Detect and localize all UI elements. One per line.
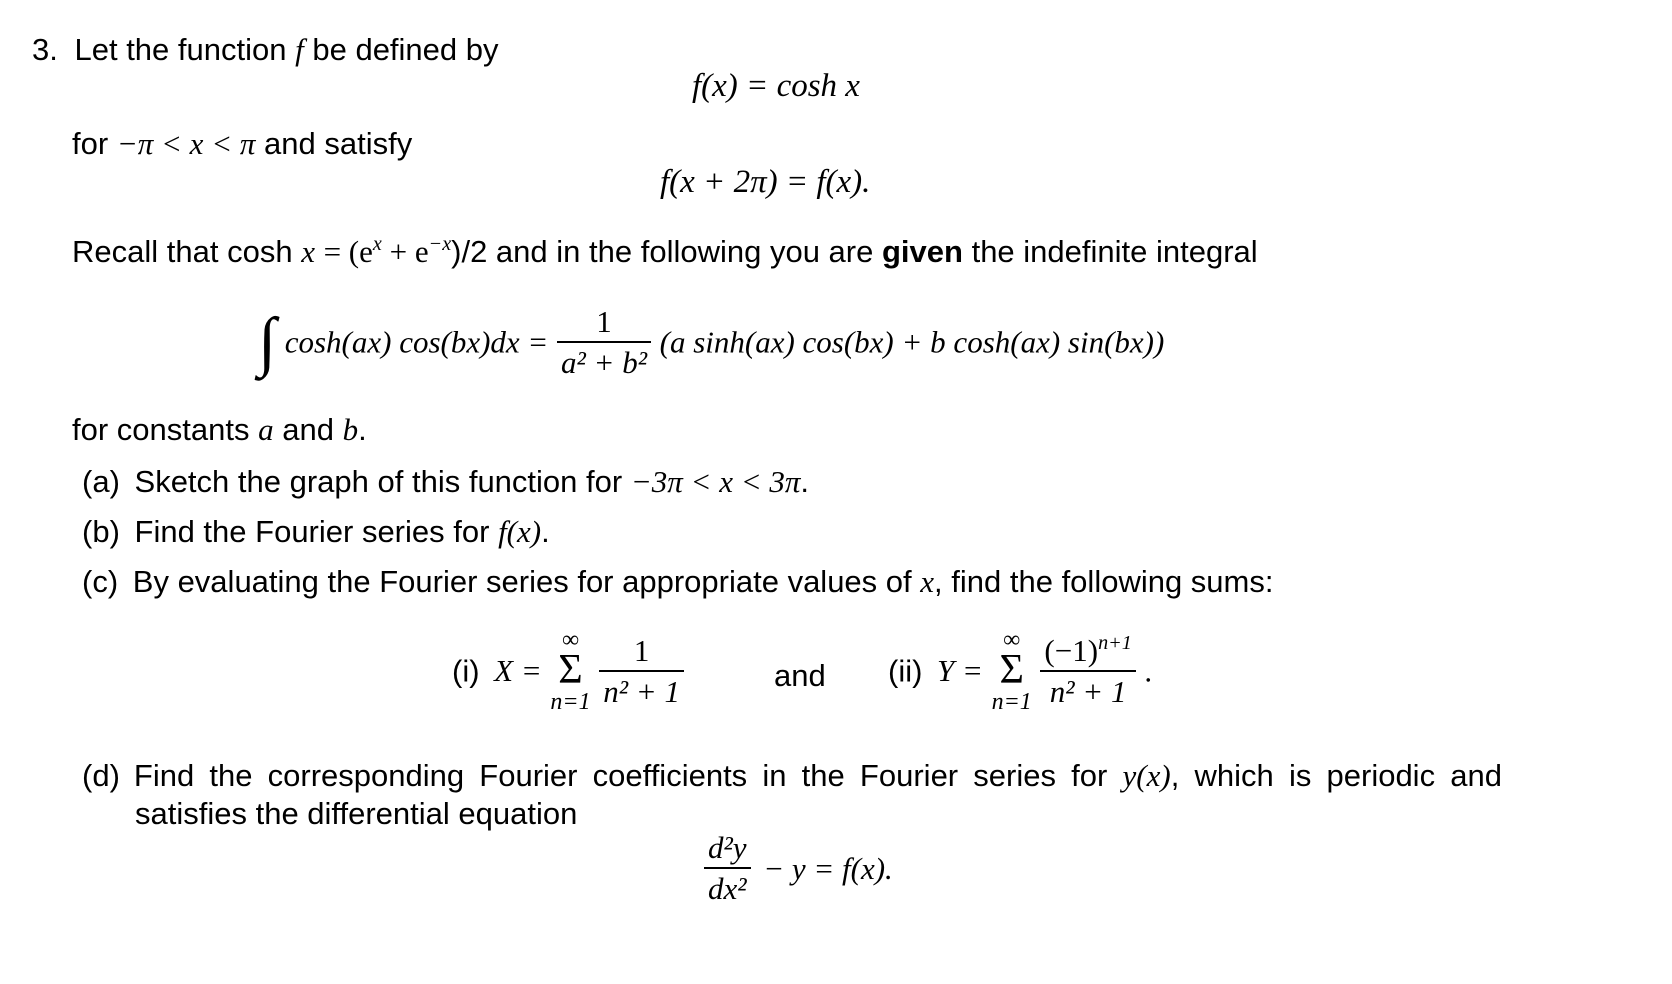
part-d-line1 (82, 760, 1502, 791)
domain-expression: −π < x < π (116, 126, 256, 161)
de-rhs: − y = f(x). (763, 850, 893, 886)
constant-a: a (258, 412, 274, 447)
problem-intro-line (32, 34, 499, 65)
de-fraction (704, 832, 751, 904)
part-b-text: Find the Fourier series for (134, 514, 490, 549)
sum-i (452, 628, 684, 728)
sum-ii (888, 628, 1152, 728)
part-c-text: By evaluating the Fourier series for appropriate values of (132, 564, 912, 599)
part-b-math: f(x) (498, 514, 542, 549)
part-d-y: y(x) (1122, 758, 1171, 793)
sum-ii-numerator (1040, 631, 1135, 670)
integral-numerator: 1 (596, 304, 612, 339)
de-numerator: d²y (708, 830, 747, 865)
integral-fraction (557, 306, 651, 378)
domain-line (72, 128, 412, 159)
part-c-end: , find the following sums: (934, 564, 1274, 599)
integral-equation (258, 306, 1164, 386)
sum-i-sigma (550, 628, 590, 714)
part-c-label: (c) (82, 564, 119, 599)
integral-rhs: (a sinh(ax) cos(bx) + b cosh(ax) sin(bx)) (659, 324, 1165, 360)
part-a-end: . (800, 464, 810, 499)
sum-ii-upper: ∞ (1003, 627, 1021, 653)
sum-i-fraction (599, 632, 684, 709)
recall-mid: + e (381, 234, 429, 269)
integral-denominator: a² + b² (557, 341, 651, 378)
sum-i-sigma-symbol: Σ (558, 647, 583, 693)
constant-b: b (342, 412, 359, 447)
equation-definition: f(x) = cosh x (692, 68, 860, 104)
recall-pre: Recall that cosh (72, 234, 293, 269)
sum-ii-lower: n=1 (991, 688, 1032, 715)
sum-ii-sigma-symbol: Σ (999, 647, 1024, 693)
problem-number: 3. (32, 32, 58, 67)
recall-post: )/2 and in the following you are (451, 234, 874, 269)
domain-end: and satisfy (264, 126, 413, 161)
differential-equation (704, 832, 893, 916)
sum-ii-lhs: Y = (937, 653, 983, 689)
constants-line (72, 414, 367, 445)
constants-and: and (282, 412, 334, 447)
sum-ii-end: . (1144, 653, 1153, 689)
constants-pre: for constants (72, 412, 250, 447)
part-d-label: (d) (82, 758, 120, 793)
sum-ii-sigma (992, 628, 1032, 714)
domain-for: for (72, 126, 109, 161)
part-a-label: (a) (82, 464, 120, 499)
sum-i-numerator: 1 (633, 632, 650, 668)
recall-sup-negx: −x (428, 232, 452, 255)
sum-i-lower: n=1 (550, 688, 591, 715)
sum-ii-numerator-exponent: n+1 (1098, 631, 1132, 654)
sum-i-denominator: n² + 1 (599, 670, 684, 707)
sum-ii-denominator: n² + 1 (1040, 670, 1135, 707)
part-b-label: (b) (82, 514, 120, 549)
sum-i-label: (i) (452, 653, 480, 689)
recall-eq: = (e (323, 234, 373, 269)
recall-bold-given: given (881, 234, 963, 269)
part-b-end: . (541, 514, 550, 549)
intro-text: Let the function (74, 32, 287, 67)
recall-end: the indefinite integral (971, 234, 1258, 269)
equation-periodicity: f(x + 2π) = f(x). (660, 164, 871, 200)
part-c (82, 566, 1274, 597)
sum-i-upper: ∞ (561, 627, 580, 653)
part-c-x: x (920, 564, 935, 599)
recall-line (72, 232, 1258, 269)
recall-x: x (301, 234, 315, 269)
sum-i-lhs: X = (494, 653, 542, 689)
part-a-math: −3π < x < 3π (630, 464, 801, 499)
sums-and: and (774, 658, 826, 693)
constants-end: . (358, 412, 367, 447)
de-denominator: dx² (704, 867, 751, 904)
part-d-text (134, 760, 1502, 791)
function-symbol: f (295, 32, 304, 67)
part-d-text-start: Find the corresponding Fourier coefficients in the Fourier series for (133, 758, 1108, 793)
part-a-text: Sketch the graph of this function for (134, 464, 623, 499)
part-d-text-end: , which is periodic and (1170, 758, 1502, 793)
intro-text-end: be defined by (312, 32, 499, 67)
sum-ii-fraction (1040, 631, 1135, 709)
integral-lhs: cosh(ax) cos(bx)dx = (284, 324, 549, 360)
recall-sup-x: x (372, 232, 382, 255)
part-b (82, 516, 550, 547)
sum-ii-label: (ii) (888, 653, 923, 689)
integral-sign: ∫ (258, 305, 277, 378)
sum-ii-numerator-base: (−1) (1044, 632, 1099, 668)
part-a (82, 466, 809, 497)
part-d-line2: satisfies the differential equation (135, 796, 578, 831)
